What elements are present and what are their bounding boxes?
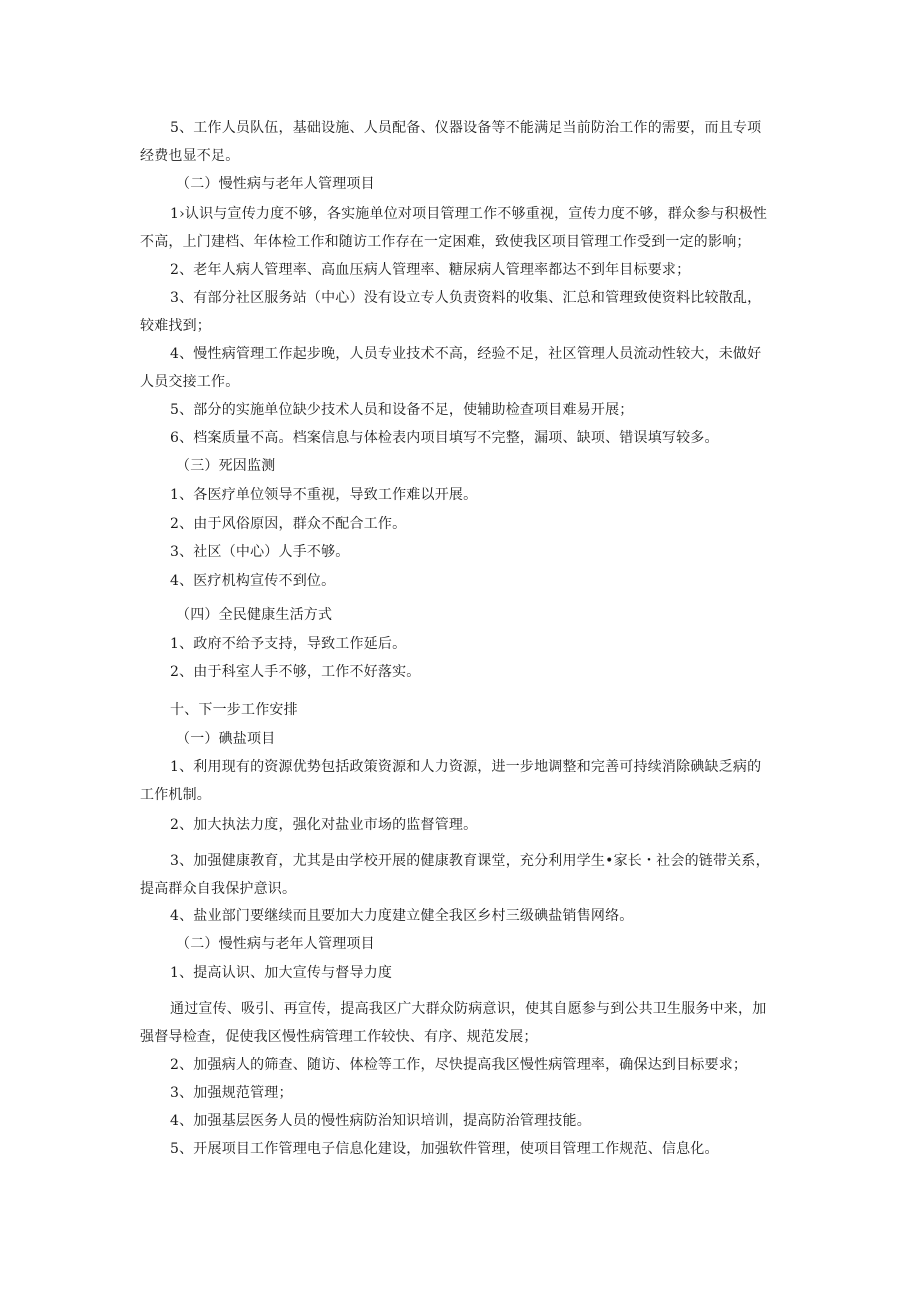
paragraph-line: 4、盐业部门要继续而且要加大力度建立健全我区乡村三级碘盐销售网络。: [170, 908, 634, 924]
paragraph-line: 3、加强规范管理；: [170, 1085, 293, 1101]
section-heading: （三）死因监测: [176, 458, 276, 474]
paragraph-line: 3、有部分社区服务站（中心）没有设立专人负责资料的收集、汇总和管理致使资料比较散乱，: [170, 290, 762, 306]
paragraph-line: 人员交接工作。: [140, 374, 240, 390]
paragraph-line: 4、加强基层医务人员的慢性病防治知识培训，提高防治管理技能。: [170, 1113, 591, 1129]
paragraph-line: 强督导检查，促使我区慢性病管理工作较快、有序、规范发展；: [140, 1029, 538, 1045]
paragraph-line: 6、档案质量不高。档案信息与体检表内项目填写不完整，漏项、缺项、错误填写较多。: [170, 430, 719, 446]
paragraph-line: 3、加强健康教育，尤其是由学校开展的健康教育课堂，充分利用学生•家长・社会的链带关系，: [170, 853, 770, 869]
paragraph-line: 1、各医疗单位领导不重视，导致工作难以开展。: [170, 487, 478, 503]
paragraph-line: 1、利用现有的资源优势包括政策资源和人力资源，进一步地调整和完善可持续消除碘缺乏病的: [170, 759, 762, 775]
chapter-heading: 十、下一步工作安排: [170, 702, 298, 718]
paragraph-line: 2、加强病人的筛查、随访、体检等工作，尽快提高我区慢性病管理率，确保达到目标要求；: [170, 1057, 748, 1073]
paragraph-line: 工作机制。: [140, 787, 211, 803]
paragraph-line: 通过宣传、吸引、再宣传，提高我区广大群众防病意识，使其自愿参与到公共卫生服务中来，加: [170, 1001, 767, 1017]
section-heading: （二）慢性病与老年人管理项目: [176, 936, 375, 952]
paragraph-line: 较难找到；: [140, 318, 211, 334]
paragraph-line: 5、开展项目工作管理电子信息化建设，加强软件管理，使项目管理工作规范、信息化。: [170, 1141, 719, 1157]
paragraph-line: 3、社区（中心）人手不够。: [170, 544, 350, 560]
paragraph-line: 4、慢性病管理工作起步晚，人员专业技术不高，经验不足，社区管理人员流动性较大，未做好: [170, 346, 762, 362]
paragraph-line: 经费也显不足。: [140, 148, 240, 164]
section-heading: （二）慢性病与老年人管理项目: [176, 176, 375, 192]
paragraph-line: 5、工作人员队伍，基础设施、人员配备、仪器设备等不能满足当前防治工作的需要，而且专项: [170, 120, 762, 136]
paragraph-line: 4、医疗机构宣传不到位。: [170, 573, 336, 589]
paragraph-line: 1、提高认识、加大宣传与督导力度: [170, 965, 393, 981]
paragraph-line: 1、政府不给予支持，导致工作延后。: [170, 636, 407, 652]
paragraph-line: 5、部分的实施单位缺少技术人员和设备不足，使辅助检查项目难易开展；: [170, 402, 634, 418]
paragraph-line: 不高，上门建档、年体检工作和随访工作存在一定困难，致使我区项目管理工作受到一定的影响；: [140, 234, 751, 250]
paragraph-line: 2、加大执法力度，强化对盐业市场的监督管理。: [170, 817, 478, 833]
section-heading: （四）全民健康生活方式: [176, 607, 333, 623]
paragraph-line: 2、由于科室人手不够，工作不好落实。: [170, 664, 421, 680]
paragraph-line: 2、由于风俗原因，群众不配合工作。: [170, 516, 407, 532]
paragraph-line: 提高群众自我保护意识。: [140, 881, 297, 897]
section-heading: （一）碘盐项目: [176, 731, 276, 747]
paragraph-line: 2、老年人病人管理率、高血压病人管理率、糖尿病人管理率都达不到年目标要求；: [170, 262, 691, 278]
paragraph-line: 1›认识与宣传力度不够，各实施单位对项目管理工作不够重视，宣传力度不够，群众参与积极性: [170, 206, 768, 222]
